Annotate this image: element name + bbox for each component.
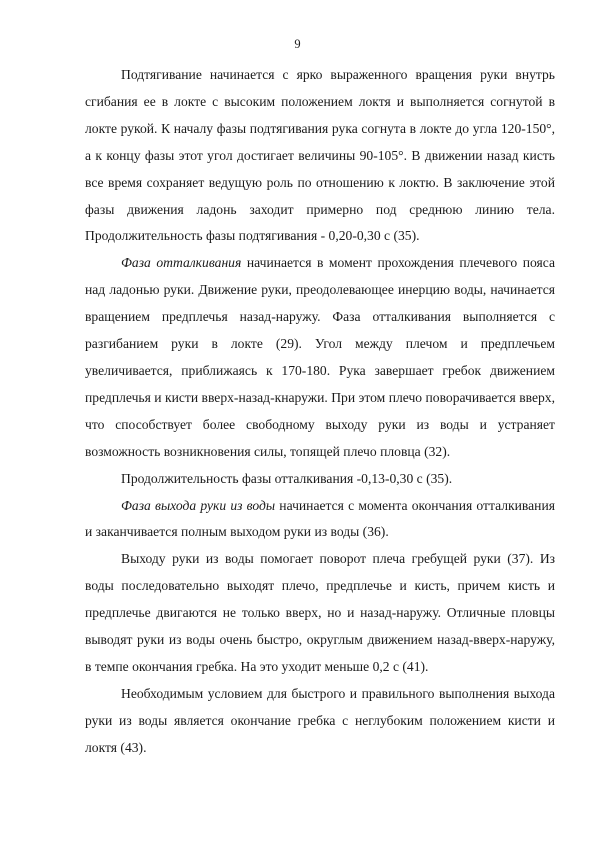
page-number: 9 xyxy=(294,37,301,51)
paragraph-exit-condition: Необходимым условием для быстрого и правильного выполнения выхода руки из воды является окончание гребка с неглубоким положением кисти и локтя (43). xyxy=(85,685,555,755)
paragraph-exit-phase xyxy=(85,493,555,547)
term-push-phase: Фаза отталкивания xyxy=(121,255,242,271)
term-exit-phase: Фаза выхода руки из воды xyxy=(121,497,276,513)
body-text xyxy=(85,62,555,762)
paragraph-pulling-phase: Подтягивание начинается с ярко выраженного вращения руки внутрь сгибания ее в локте с высоким положением локтя и выполняется согнутой в локте рукой. К началу фазы подтягивания рука согнута в локте до угла 120-150°, а к концу фазы этот угол достигает величины 90-105°. В движении назад кисть все время сохраняет ведущую роль по отношению к локтю. В заключение этой фазы движения ладонь заходит примерно под среднюю линию тела. Продолжительность фазы подтягивания - 0,20-0,30 с (35). xyxy=(85,67,555,244)
paragraph-arm-exit: Выходу руки из воды помогает поворот плеча гребущей руки (37). Из воды последовательно выходят плечо, предплечье и кисть, причем кисть и предплечье двигаются не только вверх, но и назад-наружу. Отличные пловцы выводят руки из воды очень быстро, округлым движением назад-вверх-наружу, в темпе окончания гребка. На это уходит меньше 0,2 с (41). xyxy=(85,551,555,674)
paragraph-exit-phase-text: начинается с момента окончания отталкивания и заканчивается полным выходом руки из воды (36). xyxy=(85,497,555,540)
paragraph-push-phase-text: начинается в момент прохождения плечевого пояса над ладонью руки. Движение руки, преодолевающее инерцию воды, начинается вращением предплечья назад-наружу. Фаза отталкивания выполняется с разгибанием руки в локте (29). Угол между плечом и предплечьем увеличивается, приближаясь к 170-180. Рука завершает гребок движением предплечья и кисти вверх-назад-кнаружи. При этом плечо поворачивается вверх, что способствует более свободному выходу руки из воды и устраняет возможность возникновения силы, топящей плечо пловца (32). xyxy=(85,255,556,459)
paragraph-push-duration: Продолжительность фазы отталкивания -0,13-0,30 с (35). xyxy=(121,470,453,486)
paragraph-push-phase xyxy=(85,250,555,465)
